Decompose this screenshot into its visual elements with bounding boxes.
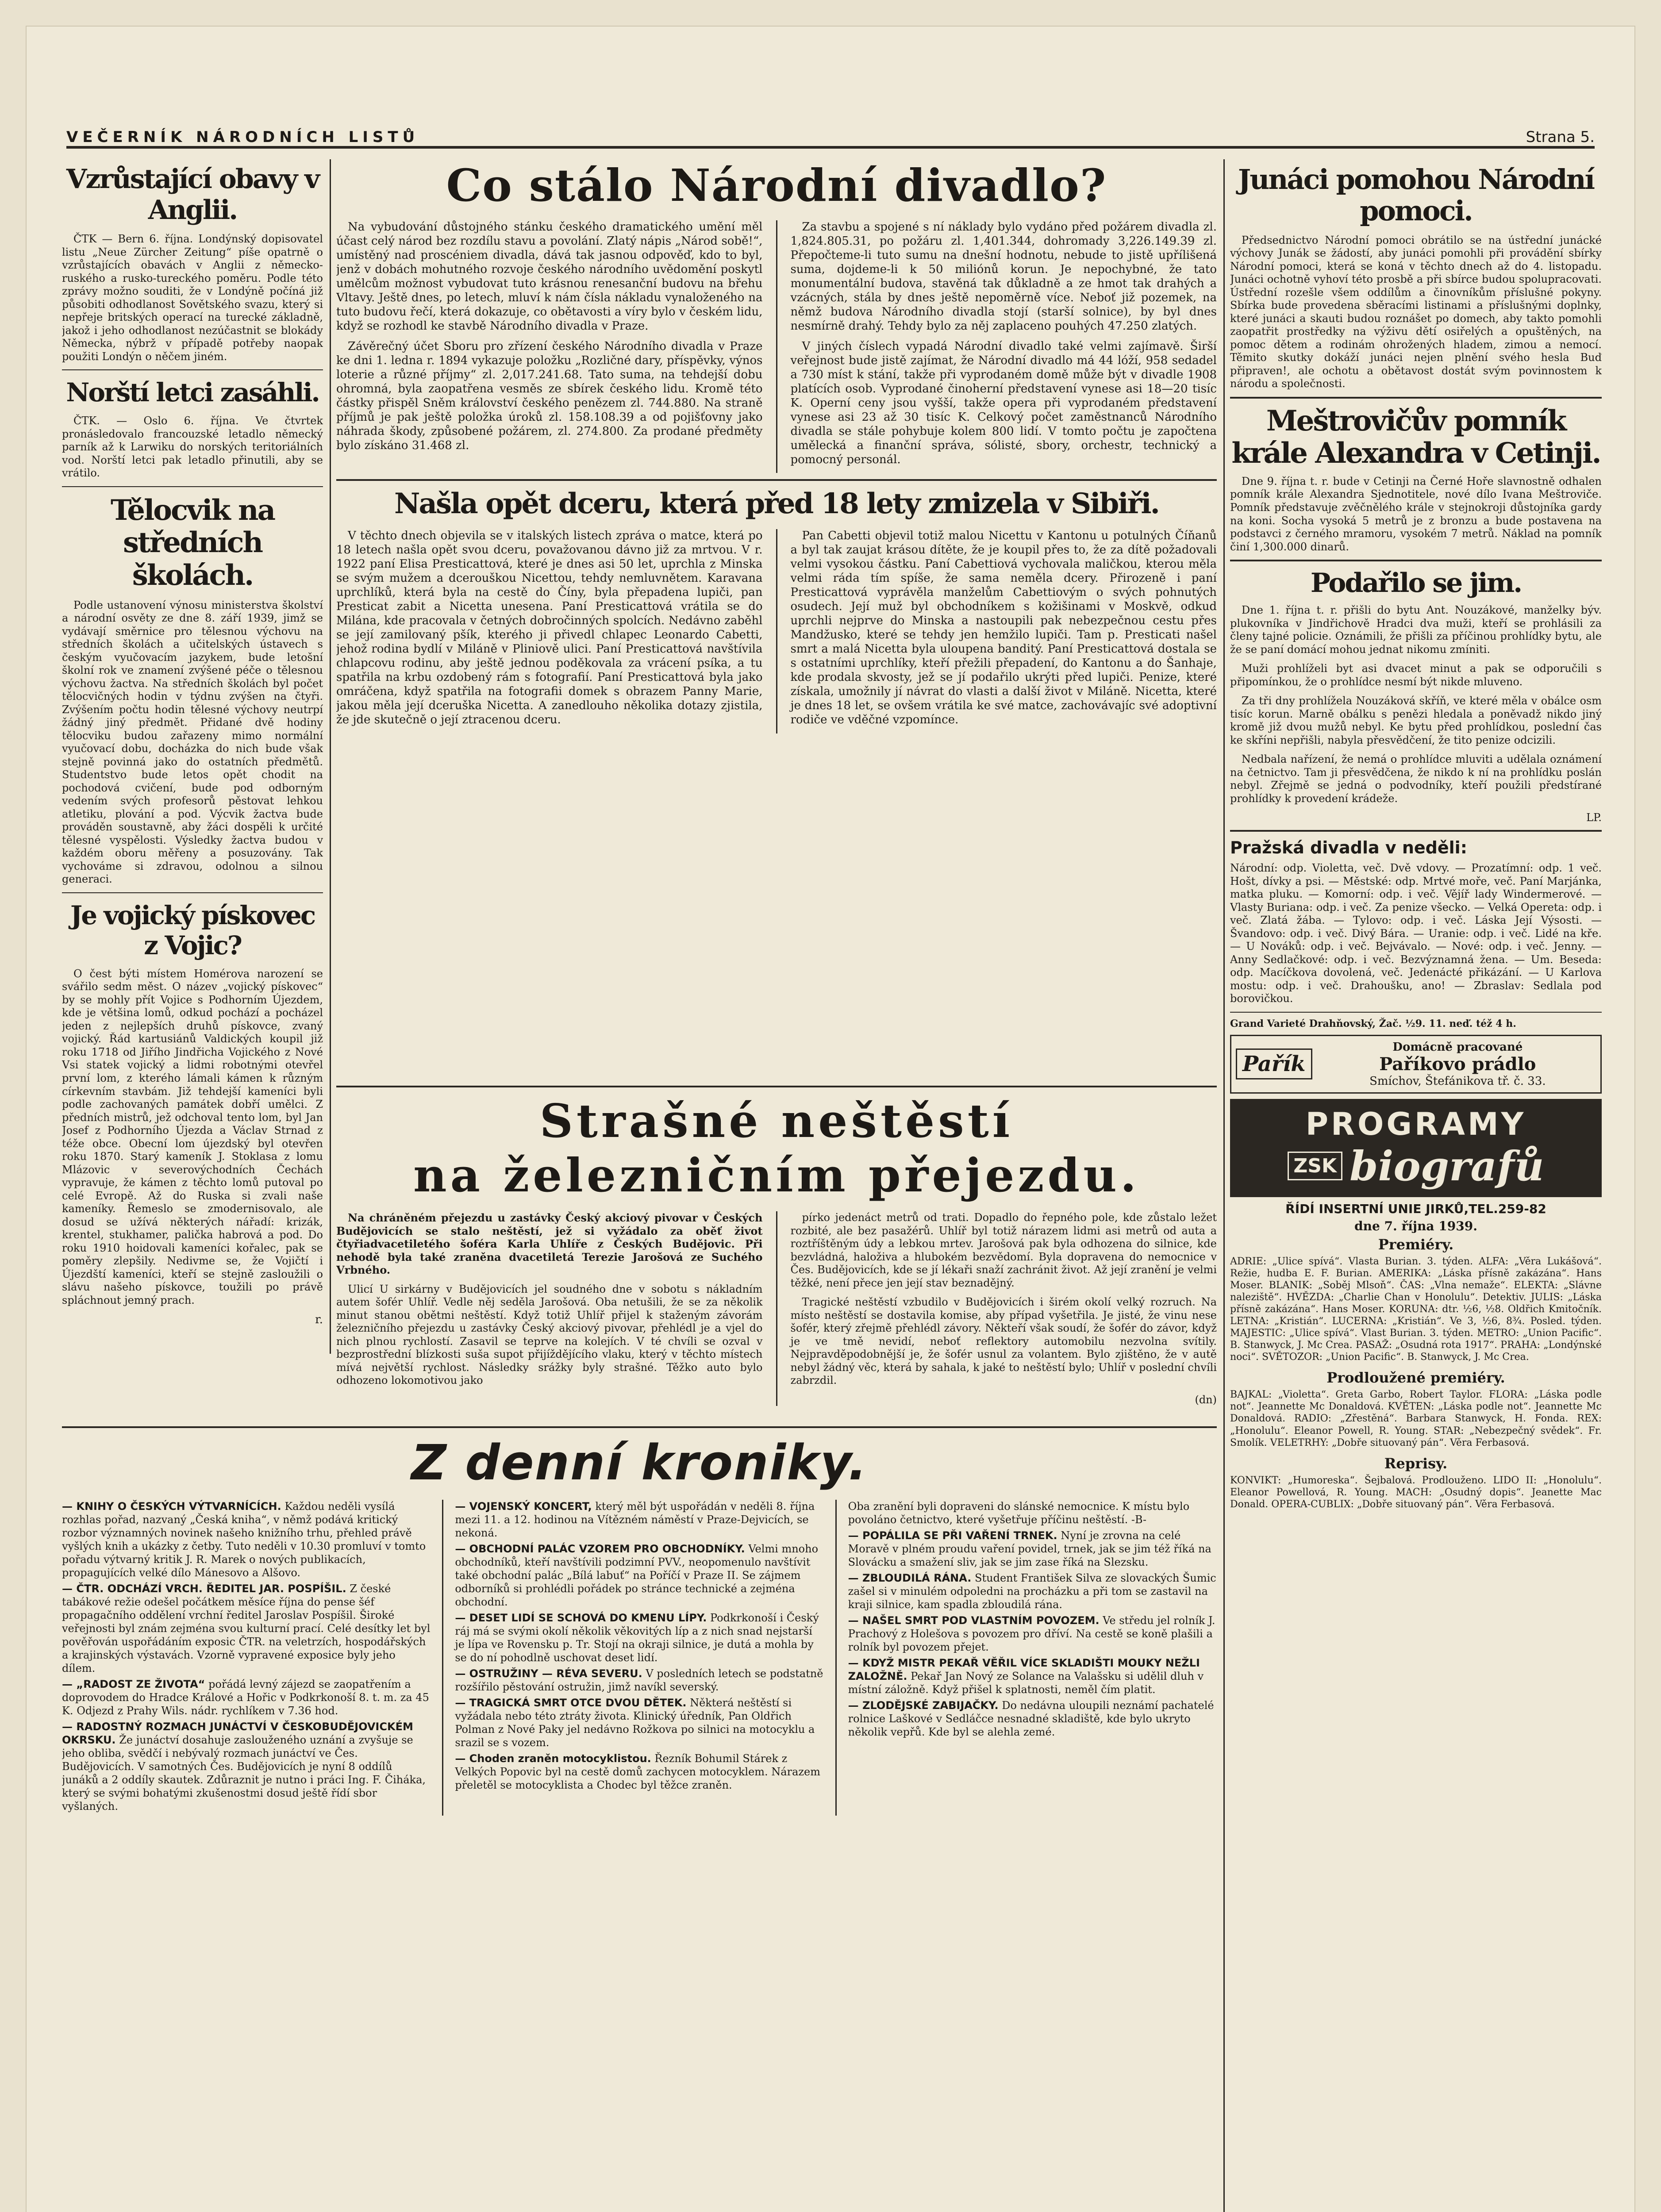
article-headline: Meštrovičův pomník krále Alexandra v Cetinji. — [1231, 404, 1600, 470]
kronika-item-heading: — ZBLOUDILÁ RÁNA. — [848, 1572, 972, 1584]
article-headline: Junáci pomohou Národní pomoci. — [1238, 163, 1594, 227]
kronika-item — [62, 1720, 431, 1813]
kronika-item-text: pořádá levný zájezd se zaopatřením a doprovodem do Hradce Králové a Hořic v Podkrkonoší 8. t. m. za 45 K. Odjezd z Prahy Wils. nádr. rychlíkem v 7.36 hod. — [62, 1678, 429, 1717]
kronika-item — [455, 1542, 823, 1609]
article-text: Dne 9. října t. r. bude v Cetinji na Černé Hoře slavnostně odhalen pomník krále Alexandra Sjednotitele, nové dílo Ivana Meštroviče. Pomník představuje zvěčnělého krále v stejnokroji důstojníka gardy na koni. Socha vysoká 5 metrů je z bronzu a bude postavena na podstavci z černého mramoru, vysokém 7 metrů. Náklad na pomník činí 1,300.000 dinarů. — [1230, 475, 1602, 553]
premiery-listing: ADRIE: „Ulice spívá“. Vlasta Burian. 3. týden. ALFA: „Věra Lukášová“. Režie, hudba E. F. Burian. AMERIKA: „Láska přísně zakázána“. Hans Moser. BLANIK: „Soběj Mlsoň“. ČAS: „Vlna nemaže“. ELEKTA: „Slávne naleziště“. HVĚZDA: „Charlie Chan v Honolulu“. Detektiv. JULIS: „Láska přísně zakázána“. Hans Moser. KORUNA: dtr. ½6, ½8. Oldřich Kmitočník. LETNA: „Kristián“. LUCERNA: „Kristián“. Ve 3, ½6, 8¾. Posled. týden. MAJESTIC: „Ulice spívá“. Vlast Burian. 3. týden. METRO: „Union Pacific“. B. Stanwyck, J. Mc Crea. PASAŽ: „Osudná rota 1917“. PRAHA: „Londýnské noci“. SVĚTOZOR: „Union Pacific“. B. Stanwyck, J. Mc Crea. — [1230, 1256, 1602, 1363]
divider — [336, 479, 1217, 481]
masthead — [66, 115, 1595, 149]
article-text: V jiných číslech vypadá Národní divadlo také velmi zajímavě. Širší veřejnost bude jistě zajímat, že Národní divadlo má 44 lóží, 958 sedadel a 730 míst k stání, takže při vyprodaném domě může být v divadle 1908 platících osob. Vyprodané činoherní představení vynese asi 18—20 tisíc K. Operní ceny jsou vyšší, takže opera při vyprodaném představení vynese asi 23 až 30 tisíc K. Celkový počet zaměstnanců Národního divadla se stále pohybuje kolem 800 lidí. V tomto počtu je započtena umělecká a finanční správa, sólisté, sbory, orchestr, technický a pomocný personál. — [790, 339, 1217, 466]
theatre-listing: Národní: odp. Violetta, več. Dvě vdovy. — Prozatímní: odp. 1 več. Hošt, dívky a psi. — Městské: odp. Mrtvé moře, več. Paní Marjánka, matka pluku. — Komorní: odp. i več. Vějíř lady Windermerové. — Vlasty Burianа: odp. i več. Za penize všecko. — Velká Opereta: odp. i več. Zlatá žába. — Tylovo: odp. i več. Láska Její Výsosti. — Švandovo: odp. i več. Divý Bára. — Uranie: odp. i več. Lidé na kře. — U Nováků: odp. i več. Bejvávalo. — Nové: odp. i več. Jenny. — Anny Sedlačkové: odp. i več. Bezvýznamná žena. — Um. Beseda: odp. Macíčkova dovolená, več. Jedenácté přikázání. — U Karlova mostu: odp. i več. Drahoušku, ano! — Zbraslav: Sedlala pod borovičkou. — [1230, 862, 1602, 1005]
kronika-item-heading: — „RADOST ZE ŽIVOTA“ — [62, 1678, 205, 1690]
parik-ad-text — [1319, 1041, 1596, 1088]
ridi-line: ŘÍDÍ INSERTNÍ UNIE JIRKŮ,TEL.259-82 — [1285, 1201, 1546, 1216]
divider — [336, 1086, 1217, 1087]
kronika-item-heading: — DESET LIDÍ SE SCHOVÁ DO KMENU LÍPY. — [455, 1612, 707, 1624]
article-text: V těchto dnech objevila se v italských listech zpráva o matce, která po 18 letech našla opět svou dceru, považovanou dávno již za mrtvou. V r. 1922 paní Elisa Presticattová, které je dnes asi 50 let, uprchla z Minska se svým mužem a dcerouškou Nicettou, tehdy nemluvnětem. Karavana uprchlíků, která byla na cestě do Číny, byla přepadena lupiči, pan Presticat zabit a Nicetta unesena. Paní Presticattová vrátila se do Milána, kde pracovala v četných dobročinných spolcích. Nedávno zaběhl se její zamilovaný pšík, kterého ji přivedl chlapec Leonardo Cabetti, jehož rodina bydlí v Miláně v Pliniově ulici. Paní Presticattová navštívila chlapcovu rodinu, aby ještě jednou poděkovala za vrácení psíka, a tu spatřila na krbu ozdobený rám s fotografií. Paní Presticattová byla jako omráčena, když spatřila na fotografii domek s obrazem Panny Marie, jakou měla její dceruška Nicetta. A zanedlouho několika dotazy zjistila, že jde skutečně o její ztracenou dceru. — [336, 529, 763, 727]
kronika-item — [62, 1678, 431, 1717]
left-column — [62, 159, 323, 1641]
article-text: Za stavbu a spojené s ní náklady bylo vydáno před požárem divadla zl. 1,824.805.31, po požáru zl. 1,401.344, dohromady 3,226.149.39 zl. Přepočteme-li tuto sumu na dnešní hodnotu, nebude to jistě upřílišená suma, dojdeme-li k 50 miliónů korun. Je nepochybné, že tato monumentální budova, stavěná tak důkladně a ze hmot tak drahých a vzácných, stála by dnes ještě nepoměrně více. Neboť již pozemek, na němž budova Národního divadla stojí (starší solnice), by byl dnes nesmírně drahý. Tehdy bylo za něj zaplaceno pouhých 47.250 zlatých. — [790, 220, 1217, 333]
article-text: Muži prohlíželi byt asi dvacet minut a pak se odporučili s připomínkou, že o prohlídce nesmí být nikde mluveno. — [1230, 662, 1602, 688]
zsk-badge: ZSK — [1288, 1152, 1342, 1180]
kronika-item-text: V posledních letech se podstatně rozšířilo pěstování ostružin, jimž navíkl severský. — [455, 1667, 823, 1693]
lead-article-col1 — [336, 220, 763, 473]
parik-logo: Pařík — [1236, 1048, 1312, 1079]
divider — [1230, 397, 1602, 399]
kronika-item — [62, 1582, 431, 1675]
kronika-item-text: Každou neděli vysílá rozhlas pořad, nazvaný „Česká kniha“, v němž podává kritický rozbor významných novinek našeho knižního trhu, přehled právě vyšlých knih a ukázky z četby. Tuto neděli v 10.30 promluví v tomto pořadu výtvarný kritik J. R. Marek o nových publikacích, propagujících velké dílo Mánesovo a Alšovo. — [62, 1500, 426, 1579]
divider — [62, 892, 323, 893]
column-divider — [1223, 159, 1225, 2212]
kronika-col-3 — [848, 1500, 1217, 1816]
divider — [776, 1211, 777, 1406]
kronika-item-text: Některá neštěstí si vyžádala nebo této ztráty života. Klinický úředník, Pan Oldřich Polman z Nové Paky jel nedávno Rožkova po silnici na motocyklu a srazil se s vozem. — [455, 1697, 815, 1749]
disaster-headline: Strašné neštěstí — [539, 1094, 1014, 1148]
article-col — [791, 1211, 1217, 1406]
kronika-item — [848, 1571, 1217, 1611]
ad-line: Smíchov, Štefánikova tř. č. 33. — [1369, 1074, 1546, 1088]
kronika-col-2 — [455, 1500, 823, 1816]
right-column — [1230, 159, 1602, 2212]
kronika-item-heading: — RADOSTNÝ ROZMACH JUNÁCTVÍ V ČESKOBUDĚJOVICKÉM OKRSKU. — [62, 1720, 413, 1746]
kronika-item-text: Ve středu jel rolník J. Prachový z Holešova s povozem pro dříví. Na cestě se koně plašili a rolník byl povozem přejet. — [848, 1614, 1215, 1653]
kronika-item-text: Nyní je zrovna na celé Moravě v plném proudu vaření povidel, trnek, jak se jim též říká na Slovácku a smažení sliv, jak se jim zase říká na Slezsku. — [848, 1529, 1211, 1568]
kronika-item — [455, 1752, 823, 1792]
kronika-item-heading: — VOJENSKÝ KONCERT, — [455, 1500, 592, 1513]
kronika-item-heading: — KDYŽ MISTR PEKAŘ VĚŘIL VÍCE SKLADIŠTI MOUKY NEŽLI ZALOŽNĚ. — [848, 1657, 1200, 1682]
divider — [62, 369, 323, 370]
article-headline: Tělocvik na středních školách. — [110, 493, 275, 592]
section-heading: Premiéry. — [1378, 1236, 1454, 1253]
kronika-item-text: Velmi mnoho obchodníků, kteří navštívili podzimní PVV., neopomenulo navštívit také obchodní palác „Bílá labuť“ na Poříčí v Praze II. Se zájmem odborníků si prohlédli pořádek po stránce technické a zejména obchodní. — [455, 1543, 819, 1608]
article-col — [336, 529, 763, 733]
kronika-item — [848, 1614, 1217, 1654]
kronika-item-heading: — NAŠEL SMRT POD VLASTNÍM POVOZEM. — [848, 1614, 1100, 1627]
article-text: Ulicí U sirkárny v Budějovicích jel soudného dne v sobotu s nákladním autem šofér Uhlíř. Vedle něj seděla Jarošová. Oba netušili, že se za několik minut stanou obětmi neštěstí. Když totiž Uhlíř přijel k staženým závorám železničního přejezdu u zastávky Český akciový pivovar, přehlédl je a vjel do nich plnou rychlostí. Zasavil se teprve na kolejích. V té chvíli se ozval v bezprostřední blízkosti suša supot přijíždějícího vlaku, který v těchto místech mívá největší rychlost. Následky srážky byly strašné. Těžko auto bylo odhozeno lokomotivou jako — [336, 1283, 763, 1387]
kronika-item — [848, 1529, 1217, 1569]
lead-article-col2 — [791, 220, 1217, 473]
kronika-item — [848, 1699, 1217, 1739]
kronika-item-text: který měl být uspořádán v neděli 8. října mezi 11. a 12. hodinou na Vítězném náměstí v Praze-Dejvicích, se nekoná. — [455, 1500, 815, 1539]
divider — [1230, 1012, 1602, 1013]
programy-banner — [1230, 1099, 1602, 1197]
kronika-item-text: Z české tabákové režie odešel počátkem měsíce října do pense šéf propagačního oddělení vrchní ředitel Jaroslav Pospíšil. Široké veřejnosti byl znám zejména svou kulturní prací. Celé desítky let byl pověřován uspořádáním exposic ČTR. na veletrzích, hospodářských a krajinských výstavách. Vzorně vypravené exposice byly jeho dílem. — [62, 1582, 431, 1674]
article-col — [791, 529, 1217, 733]
section-heading: Pražská divadla v neděli: — [1230, 838, 1467, 858]
kronika-item-text: Pekař Jan Nový ze Solance na Valašsku si udělil dluh v místní záložně. Když přišel k splatnosti, neměl čím platit. — [848, 1670, 1204, 1696]
programy-label: PROGRAMY — [1305, 1106, 1526, 1142]
signature: LP. — [1586, 811, 1602, 824]
article-text: ČTK — Bern 6. října. Londýnský dopisovatel listu „Neue Zürcher Zeitung“ píše opatrně o vzrůstajících obavách v Anglii z německo-ruského a rusko-tureckého poměru. Podle této zprávy možno souditi, že v Londýně počíná již působiti odhodlanost Sovětského svazu, který si nepřeje britských operací na turecké základně, jakož i jeho odhodlanost nezúčastnit se blokády Německa, nýbrž v případě potřeby naopak použiti Londýn o něčem jiném. — [62, 233, 323, 363]
article-text: Na vybudování důstojného stánku českého dramatického umění měl účast celý národ bez rozdílu stavu a povolání. Zlatý nápis „Národ sobě!“, umístěný nad proscéniem divadla, dává tak jasnou odpověď, kdo to byl, jenž v dobách mohutného rozvoje českého národního uvědomění poskytl umělcům možnost vybudovat tuto krásnou renesanční budovu na břehu Vltavy. Ještě dnes, po letech, mluví k nám čísla nákladu vynaloženého na tuto budovu řečí, která dokazuje, co obětavosti a víry bylo v českém lidu, když se rozhodl ke stavbě Národního divadla v Praze. — [336, 220, 763, 333]
article-text: Za tři dny prohlížela Nouzáková skříň, ve které měla v obálce osm tisíc korun. Marně obálku s penězi hledala a poněvadž nikdo jiný kromě již dvou mužů nebyl. Ke bytu před prohlídkou, poslední čas ke skříni nepřišli, nabyla přesvědčení, že tito penize odcizili. — [1230, 695, 1602, 746]
kronika-item-text: Student František Silva ze slovackých Šumic zašel si v minulém odpoledni na procházku a při tom se zastavil na kraji silnice, kam spadla zbloudilá rána. — [848, 1572, 1216, 1611]
article-text: Pan Cabetti objevil totiž malou Nicettu v Kantonu u potulných Číňanů a byl tak zaujat krásou dítěte, že je koupil přes to, že za dítě požadovali velmi vysokou částku. Paní Cabettiová vychovala maličkou, kterou měla velmi ráda tím spíše, že sama neměla dcery. Přirozeně i paní Presticattová vyprávěla manželům Cabettiovým o svých pohnutých osudech. Její muž byl obchodníkem s kožišinami v Moskvě, odkud uprchli nejprve do Minska a nastoupili pak nebezpečnou cestu přes Mandžusko, které se tehdy jen hemžilo lupiči. Tam p. Presticati našel smrt a malá Nicetta byla uloupena banditý. Paní Presticattová dostala se s ostatními uprchlíky, kteří přežili přepadení, do Kantonu a do Šanhaje, kde prodala skvosty, jež se jí podařilo ukrýti před lupiči. Penize, které získala, umožnily jí návrat do vlasti a další život v Miláně. Nicetta, které je dnes 18 let, se ovšem vrátila ke své matce, zachovávajíc své adoptivní rodiče ve vděčné vzpomínce. — [790, 529, 1217, 727]
biograf-row — [1237, 1142, 1595, 1190]
kronika-item-heading: — TRAGICKÁ SMRT OTCE DVOU DĚTEK. — [455, 1697, 687, 1709]
divider — [442, 1500, 443, 1816]
divider — [776, 220, 777, 473]
article-headline: Našla opět dceru, která před 18 lety zmizela v Sibiři. — [394, 487, 1159, 521]
disaster-subheadline: na železničním přejezdu. — [413, 1148, 1140, 1202]
kronika-item-text: Do nedávna uloupili neznámí pachatelé rolnice Laškové v Sedláčce nesnadné skladiště, kde bylo ukryto několik vepřů. Kde byl se alehla zemé. — [848, 1699, 1214, 1738]
divider — [776, 529, 777, 733]
article-body — [336, 529, 1217, 733]
disaster-article — [336, 1079, 1217, 1416]
parik-ad — [1230, 1035, 1602, 1094]
section-heading: Reprisy. — [1384, 1455, 1448, 1472]
kronika-item — [62, 1500, 431, 1579]
article-text: Závěrečný účet Sboru pro zřízení českého Národního divadla v Praze ke dni 1. ledna r. 1894 vykazuje položku „Rozličné dary, příspěvky, výnos loterie a různé příjmy“ zl. 2,017.241.68. Tato suma, na tehdejší dobu ohromná, byla zaopatřena vesměs ze sbírek českého lidu. Kromě této částky přispěl Sněm království českého penězem zl. 744.880. Na straně příjmů je pak ještě položka úroků zl. 158.108.39 a od pojišťovny jako náhrada škody, způsobené požárem, zl. 274.800. Za prodané předměty bylo získáno 31.468 zl. — [336, 339, 763, 452]
reprisy-listing: KONVIKT: „Humoreska“. Šejbalová. Prodlouženo. LIDO II: „Honolulu“. Eleanor Powellová, R. Young. MACH: „Osudný dopis“. Jeanette Mac Donald. OPERA-CUBLIX: „Dobře situovaný pán“. Věra Ferbasová. — [1230, 1475, 1602, 1510]
article-text: Tragické neštěstí vzbudilo v Budějovicích i širém okolí velký rozruch. Na místo neštěstí se dostavila komise, aby případ vyšetřila. Je jisté, že vinu nese šofér, který zřejmě přehlédl závory. Někteří však soudí, že šofér do závor, když je ve tmě nevidí, neboť reflektory automobilu nezvolna svítily. Nejpravděpodobnější je, že šofér usnul za volantem. Bylo zjištěno, že v autě nebyl žádný věc, která by sahala, k jaké to neštěstí bylo; Uhlíř v poslední chvíli zabrzdil. — [790, 1296, 1217, 1387]
date-line: dne 7. října 1939. — [1354, 1218, 1477, 1233]
article-body — [336, 1211, 1217, 1406]
biograf-label: biografů — [1350, 1142, 1544, 1190]
article-headline: Norští letci zasáhli. — [66, 377, 319, 408]
article-headline: Je vojický pískovec z Vojic? — [70, 900, 315, 960]
kronika-item-heading: — OSTRUŽINY — RÉVA SEVERU. — [455, 1667, 642, 1680]
ad-line: Domácně pracované — [1392, 1040, 1523, 1054]
article-lead: Na chráněném přejezdu u zastávky Český akciový pivovar v Českých Budějovicích se stalo neštěstí, jež si vyžádalo za oběť život čtyřiadvacetiletého šoféra Karla Uhlíře z Českých Budějovic. Při nehodě byla také zraněna dvacetiletá Terezie Jarošová ze Suchého Vrbného. — [336, 1211, 763, 1277]
article-text: pírko jedenáct metrů od trati. Dopadlo do řepného pole, kde zůstalo ležet rozbité, ale bez pasažérů. Uhlíř byl totiž nárazem lidmi asi metrů od auta a roztříštěným údy a lebkou mrtev. Jarošová pak byla odhozena do silnice, kde bezvládná, haloživa a hlubokém bezvědomí. Byla dopravena do nemocnice v Čes. Budějovicích, kde se jí lékaři snaží zachránit život. Až její zranění je velmi těžké, není přece jen její stav beznadějný. — [790, 1211, 1217, 1289]
kronika-item — [848, 1500, 1217, 1526]
kronika-title: Z denní kroniky. — [411, 1434, 868, 1491]
article-headline: Podařilo se jim. — [1310, 568, 1522, 599]
article-text: Nedbala nařízení, že nemá o prohlídce mluviti a udělala oznámení na četnictvo. Tam ji přesvědčena, že nikdo k ní na prohlídku poslán nebyl. Zřejmě se jedná o podvodníky, kteří použili předstírané prohlídky k provedení krádeže. — [1230, 753, 1602, 805]
kronika-item-heading: — Choden zraněn motocyklistou. — [455, 1752, 651, 1765]
kronika-item-heading: — KNIHY O ČESKÝCH VÝTVARNÍCÍCH. — [62, 1500, 281, 1513]
article-headline: Vzrůstající obavy v Anglii. — [66, 164, 319, 226]
newspaper-page — [27, 27, 1634, 2212]
article-text: ČTK. — Oslo 6. října. Ve čtvrtek pronásledovalo francouzské letadlo německý parník až k Larwiku do norských teritoriálních vod. Norští letci pak letadlo přinutili, aby se vrátilo. — [62, 415, 323, 480]
grand-variete-line: Grand Varieté Drahňovský, Žač. ½9. 11. neď. též 4 h. — [1230, 1018, 1516, 1029]
signature: r. — [315, 1313, 323, 1327]
kronika-columns — [62, 1500, 1217, 1816]
kronika-item — [455, 1696, 823, 1749]
ad-line: Paříkovo prádlo — [1379, 1053, 1536, 1075]
page-number: Strana 5. — [1526, 128, 1595, 146]
kronika-item — [455, 1667, 823, 1694]
kronika-item-text: Oba zranění byli dopraveni do slánské nemocnice. K místu bylo povoláno četnictvo, které vyšetřuje příčinu neštěstí. -B- — [848, 1500, 1190, 1526]
kronika-item-text: Řezník Bohumil Stárek z Velkých Popovic byl na cestě domů zachycen motocyklem. Nárazem přeletěl se motocyklista a Chodec byl těžce zraněn. — [455, 1752, 820, 1791]
kronika-item — [455, 1500, 823, 1540]
kronika-item — [848, 1656, 1217, 1696]
article-text: Dne 1. října t. r. přišli do bytu Ant. Nouzákové, manželky býv. plukovníka v Jindřichově Hradci dva muži, kteří se prohlásili za členy tajné policie. Oznámili, že přišli za příčinou prohlídky bytu, ale že se paní domácí mohou jednat nikomu zmíniti. — [1230, 604, 1602, 656]
kronika-item-heading: — OBCHODNÍ PALÁC VZOREM PRO OBCHODNÍKY. — [455, 1543, 745, 1555]
divider — [1230, 560, 1602, 561]
kronika-item-heading: — ČTR. ODCHÁZÍ VRCH. ŘEDITEL JAR. POSPÍŠIL. — [62, 1582, 346, 1595]
article-col — [336, 1211, 763, 1406]
divider — [62, 486, 323, 487]
signature: (dn) — [1195, 1393, 1217, 1406]
divider — [1230, 830, 1602, 832]
section-heading: Prodloužené premiéry. — [1326, 1369, 1505, 1386]
center-column — [336, 159, 1217, 1212]
article-text: Podle ustanovení výnosu ministerstva školství a národní osvěty ze dne 8. září 1939, jimž se vydávají směrnice pro tělesnou výchovu na středních školách a učitelských ústavech s českým vyučovacím jazykem, bude letošní školní rok ve znamení zvýšené péče o tělesnou výchovu žactva. Na středních školách byl počet tělocvičných hodin v týdnu zvýšen na čtyři. Zvýšením počtu hodin tělesné výchovy neutrpí žádný jiný předmět. Přidané dvě hodiny tělocviku budou zařazeny mimo normální vyučovací dobu, docházka do nich bude však stejně povinná jako do ostatních předmětů. Studentstvo bude letos opět chodit na pochodová cvičení, bude pod odborným vedením svých profesorů pěstovat lehkou atletiku, plování a pod. Výcvik žactva bude prováděn soustavně, aby žáci dospěli k určité tělesné vyspělosti. Výsledky žactva budou v každém oboru měřeny a posuzovány. Tak vychováme si zdravou, odolnou a silnou generaci. — [62, 599, 323, 886]
kronika-item-heading: — POPÁLILA SE PŘI VAŘENÍ TRNEK. — [848, 1529, 1057, 1542]
kronika-col-1 — [62, 1500, 431, 1816]
kronika-section — [62, 1420, 1217, 2212]
prodlouzene-listing: BAJKAL: „Violetta“. Greta Garbo, Robert Taylor. FLORA: „Láska podle not“. Jeannette Mc Donaldová. KVĚTEN: „Láska podle not“. Jeannette Mc Donaldová. RADIO: „Zřestěná“. Barbara Stanwyck, H. Fonda. REX: „Honolulu“. Eleanor Powell, R. Young. STAR: „Nebezpečný svědek“. Fr. Smolík. VELETRHY: „Dobře situovaný pán“. Věra Ferbasová. — [1230, 1389, 1602, 1448]
kronika-item-heading: — ZLODĚJSKÉ ZABIJAČKY. — [848, 1699, 999, 1712]
kronika-item-text: Podkrkonoší i Český ráj má se svými okolí několik věkovitých líp a z nich snad nejstarší je lípa ve Rovensku p. Tr. Stojí na okraji silnice, je dutá a mohla by se do ní pohodlně uschovat deset lidí. — [455, 1612, 819, 1664]
divider — [62, 1426, 1217, 1428]
lead-article-body — [336, 220, 1217, 473]
article-text: Předsednictvo Národní pomoci obrátilo se na ústřední junácké výchovy Junák se žádostí, aby junáci pomohli při provádění sbírky Národní pomoci, která se koná v těchto dnech až do 4. listopadu. Junáci ochotně vyhoví této prosbě a při sbírce budou spolupracovati. Ústřední rozešle všem oddílům a činovníkům příslušné pokyny. Sbírka bude provedena sběracími listinami a příslušnými doplnky, které junáci a skauti budou roznášet po domech, aby takto pomohli zaopatřit prostředky na výživu dětí osiřelých a opuštěných, na pomoc dětem a rodinám ohrožených hladem, zimou a nemocí. Těmito skutky dokáží junáci nejen plnění svého hesla Buď připraven!, ale ochotu a obětavost dostát svým povinnostem k národu a společnosti. — [1230, 234, 1602, 390]
kronika-item — [455, 1611, 823, 1664]
article-text: O čest býti místem Homérova narození se svářilo sedm měst. O název „vojický pískovec“ by se mohly přít Vojice s Podhorním Újezdem, kde je většina lomů, odkud pochází a pocházel jeden z nejlepších druhů pískovce, zvaný vojický. Řád kartusiánů Valdických koupil již roku 1718 od Jiřího Jindřicha Vojického z Nové Vsi statek vojický a lidmi robotnými otevřel první lom, z kterého lámali kámen k různým církevním stavbám. Již tehdejší kameníci byli podle zachovaných památek dobří umělci. Z předních mistrů, jež odchoval tento lom, byl Jan Josef z Podhorního Újezda a Václav Strnad z téže obce. Obecní lom újezdský byl otevřen roku 1870. Starý kameník J. Stoklasa z lomu Mlázovic v severovýchodních Čechách vypravuje, že kámen z těchto lomů putoval po celé Evropě. Až do Ruska si zvali naše kameníky. Řemeslo se zmodernisovalo, ale dosud se užívá některých nářadí: krizák, krentel, stukhamer, palička habrová a pod. Do roku 1910 hoidovali kameníci kořalec, pak se poměry zlepšily. Nedivme se, že Vojičtí i Újezdští kameníci, kteří se stejně zasloužili o slávu našeho pískovce, toužili po právě spláchnout jemný prach. — [62, 967, 323, 1306]
masthead-title: VEČERNÍK NÁRODNÍCH LISTŮ — [66, 128, 419, 146]
lead-headline: Co stálo Národní divadlo? — [446, 159, 1107, 211]
divider — [835, 1500, 837, 1816]
kronika-item-text: Že junáctví dosahuje zaslouženého uznání a zvyšuje se jeho obliba, svědčí i nebývalý rozmach junáctví ve Čes. Budějovicích. V samotných Čes. Budějovicích je nyní 8 oddílů junáků a 2 oddíly skautek. Zdůraznit je nutno i práci Ing. F. Čiháka, který se svými bohatými zkušenostmi dosud ještě řídí sbor vyšlaných. — [62, 1734, 426, 1813]
column-divider — [330, 159, 331, 1354]
